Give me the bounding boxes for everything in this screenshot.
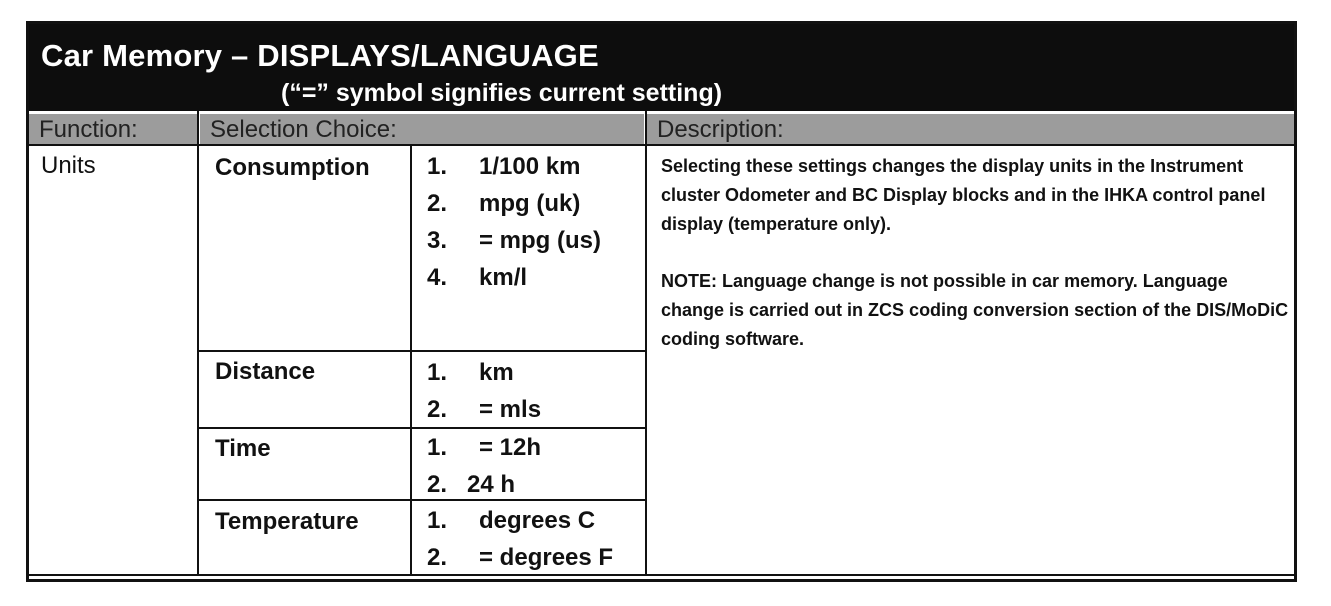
option-text: = mls [479,396,542,423]
option-text: degrees C [479,507,596,534]
option-text: = mpg (us) [479,227,602,254]
title-bar [29,24,1294,111]
category-distance: Distance [215,358,316,385]
options-temperature [427,502,613,576]
option-item [427,429,541,466]
option-number: 1. [427,359,448,386]
option-item [427,185,601,222]
page-subtitle: (“=” symbol signifies current setting) [281,79,723,107]
option-text: km [479,359,514,386]
options-time [427,429,541,503]
options-distance [427,354,541,428]
description-block [661,152,1291,354]
option-number: 1. [427,153,448,180]
function-units: Units [41,152,96,179]
option-text: km/l [479,264,528,291]
option-number: 2. [427,471,448,498]
bottom-rule [29,574,1294,576]
row-divider-2 [197,427,647,429]
option-text: = 12h [479,434,542,461]
option-item [427,539,613,576]
settings-table [26,21,1297,582]
column-divider-1 [197,111,199,576]
header-function: Function: [29,114,197,144]
option-item [427,148,601,185]
option-number: 4. [427,264,448,291]
option-text: = degrees F [479,544,614,571]
option-number: 2. [427,544,448,571]
option-item [427,259,601,296]
option-number: 1. [427,507,448,534]
description-note: NOTE: Language change is not possible in car memory. Language change is carried out in ZCS coding conversion section of the DIS/MoDiC coding software. [661,271,1289,349]
column-divider-2 [410,144,412,576]
option-number: 3. [427,227,448,254]
option-number: 1. [427,434,448,461]
row-divider-3 [197,499,647,501]
category-consumption: Consumption [215,154,370,181]
option-item [427,222,601,259]
option-item [427,391,541,428]
page-title: Car Memory – DISPLAYS/LANGUAGE [41,38,599,73]
option-item [427,466,541,503]
row-divider-1 [197,350,647,352]
option-text: mpg (uk) [479,190,581,217]
description-paragraph: Selecting these settings changes the display units in the Instrument cluster Odometer and BC Display blocks and in the IHKA control panel display (temperature only). [661,156,1266,234]
option-number: 2. [427,396,448,423]
category-time: Time [215,435,271,462]
header-selection-choice: Selection Choice: [200,114,644,144]
option-text: 24 h [467,471,516,498]
option-number: 2. [427,190,448,217]
header-divider [29,144,1294,146]
header-description: Description: [647,114,1294,144]
column-divider-3 [645,111,647,576]
options-consumption [427,148,601,296]
option-item [427,354,541,391]
option-item [427,502,613,539]
category-temperature: Temperature [215,508,359,535]
option-text: 1/100 km [479,153,581,180]
